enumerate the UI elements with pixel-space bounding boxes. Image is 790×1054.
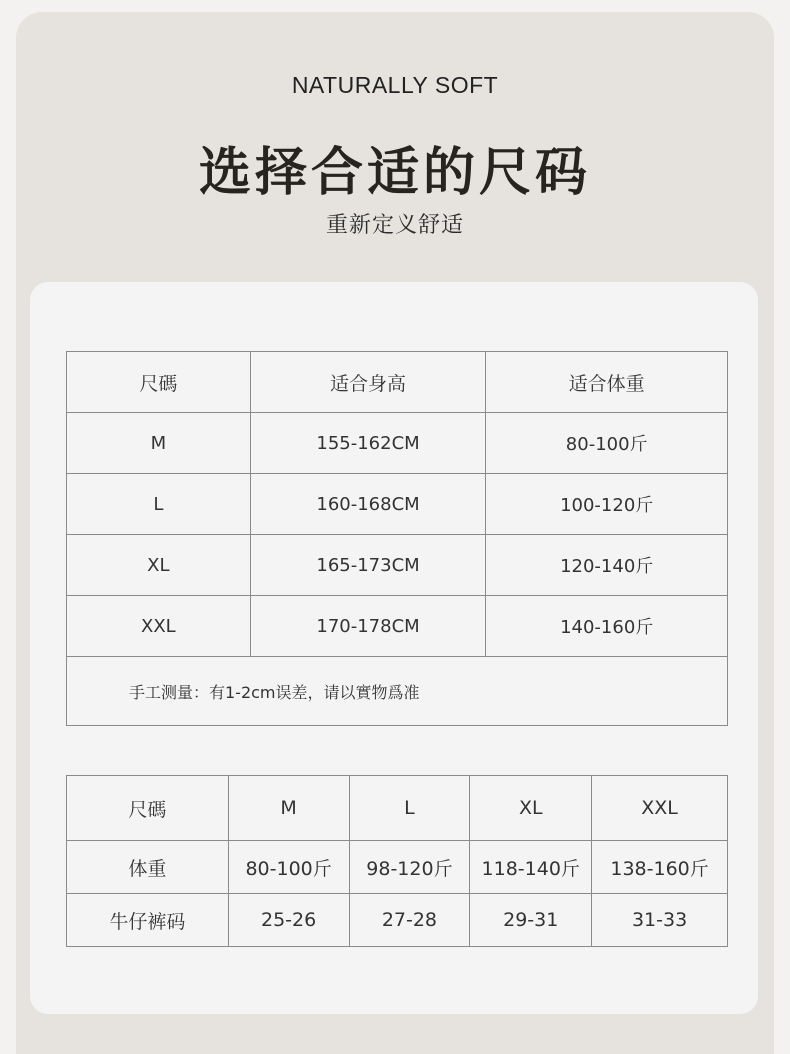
- table-row: [67, 474, 728, 535]
- page-title: 选择合适的尺码: [198, 143, 591, 203]
- note-row: [67, 657, 728, 726]
- height-cell: 160-168CM: [250, 474, 486, 535]
- page-subtitle: 重新定义舒适: [325, 213, 464, 238]
- height-cell: 155-162CM: [250, 413, 486, 474]
- header-cell-height: 适合身高: [250, 352, 486, 413]
- weight-cell-l: 98-120斤: [349, 841, 470, 894]
- header-cell-size: 尺碼: [67, 352, 251, 413]
- header-cell-xl: XL: [470, 776, 592, 841]
- jeans-cell-xxl: 31-33: [592, 894, 728, 947]
- weight-cell: 80-100斤: [486, 413, 728, 474]
- size-table-header-row: [67, 352, 728, 413]
- weight-table: [66, 775, 728, 947]
- size-cell: M: [67, 413, 251, 474]
- header-cell-weight: 适合体重: [486, 352, 728, 413]
- jeans-cell-xl: 29-31: [470, 894, 592, 947]
- size-cell: L: [67, 474, 251, 535]
- weight-cell: 120-140斤: [486, 535, 728, 596]
- table-row: [67, 596, 728, 657]
- weight-cell-xl: 118-140斤: [470, 841, 592, 894]
- size-cell: XL: [67, 535, 251, 596]
- eyebrow-text: NATURALLY SOFT: [291, 72, 499, 98]
- height-cell: 170-178CM: [250, 596, 486, 657]
- table-row: [67, 413, 728, 474]
- header-cell-size: 尺碼: [67, 776, 229, 841]
- header-cell-m: M: [228, 776, 349, 841]
- row-label-weight: 体重: [67, 841, 229, 894]
- weight-table-header-row: [67, 776, 728, 841]
- header-cell-l: L: [349, 776, 470, 841]
- jeans-cell-m: 25-26: [228, 894, 349, 947]
- measurement-note: 手工测量：有1-2cm误差，请以實物爲准: [67, 657, 728, 726]
- size-cell: XXL: [67, 596, 251, 657]
- row-label-jeans-size: 牛仔裤码: [67, 894, 229, 947]
- weight-cell: 140-160斤: [486, 596, 728, 657]
- size-table: [66, 351, 728, 726]
- header-cell-xxl: XXL: [592, 776, 728, 841]
- table-row: [67, 841, 728, 894]
- table-row: [67, 894, 728, 947]
- weight-cell-xxl: 138-160斤: [592, 841, 728, 894]
- weight-cell-m: 80-100斤: [228, 841, 349, 894]
- jeans-cell-l: 27-28: [349, 894, 470, 947]
- table-row: [67, 535, 728, 596]
- height-cell: 165-173CM: [250, 535, 486, 596]
- weight-cell: 100-120斤: [486, 474, 728, 535]
